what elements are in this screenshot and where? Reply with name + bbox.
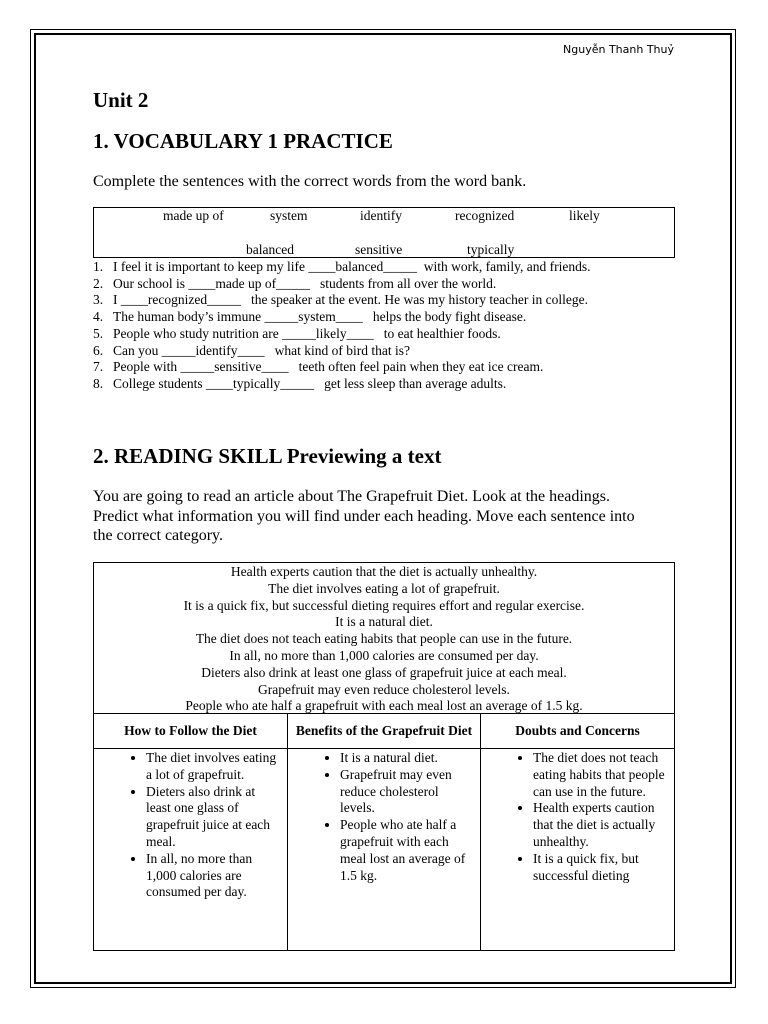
category-items [481, 749, 674, 884]
answer-blank[interactable]: ____typically_____ [206, 375, 314, 391]
category-heading: Doubts and Concerns [481, 714, 674, 749]
category-item[interactable]: • The diet does not teach eating habits that people can use in the future. [533, 750, 668, 800]
unit-title: Unit 2 [93, 88, 149, 112]
author-name: Nguyễn Thanh Thuỷ [563, 43, 674, 56]
sentence-pool [94, 563, 674, 714]
draggable-sentence[interactable]: People who ate half a grapefruit with each meal lost an average of 1.5 kg. [185, 698, 583, 714]
word-bank [93, 207, 675, 258]
category-columns [94, 714, 674, 950]
section1-instruction: Complete the sentences with the correct words from the word bank. [93, 173, 527, 190]
category-item[interactable]: • Dieters also drink at least one glass of grapefruit juice at each meal. [146, 784, 281, 851]
category-heading: Benefits of the Grapefruit Diet [288, 714, 480, 749]
sentence-item: 3. I ____recognized_____ the speaker at the event. He was my history teacher in college. [93, 292, 588, 308]
category-item[interactable]: • The diet involves eating a lot of grapefruit. [146, 750, 281, 784]
sentence-item: 2. Our school is ____made up of_____ students from all over the world. [93, 275, 497, 291]
category-item[interactable]: • In all, no more than 1,000 calories are consumed per day. [146, 851, 281, 901]
word-bank-item: recognized [455, 208, 515, 223]
answer-blank[interactable]: _____system____ [264, 309, 363, 325]
answer-blank[interactable]: ____balanced_____ [308, 259, 418, 274]
sentence-item: 7. People with _____sensitive____ teeth often feel pain when they eat ice cream. [93, 359, 544, 375]
word-bank-item: balanced [246, 242, 294, 257]
draggable-sentence[interactable]: Health experts caution that the diet is actually unhealthy. [230, 564, 538, 579]
category-item[interactable]: • It is a natural diet. [340, 750, 474, 767]
section1-title: 1. VOCABULARY 1 PRACTICE [93, 129, 393, 153]
category-items [288, 749, 480, 884]
category-items [94, 749, 287, 901]
draggable-sentence[interactable]: Grapefruit may even reduce cholesterol levels. [258, 681, 510, 697]
word-bank-item: identify [360, 208, 402, 223]
answer-blank[interactable]: ____recognized_____ [120, 292, 241, 308]
category-item[interactable]: • Grapefruit may even reduce cholesterol levels. [340, 767, 474, 817]
section2-title: 2. READING SKILL Previewing a text [93, 444, 442, 468]
section2-instruction: You are going to read an article about The Grapefruit Diet. Look at the headings. Predict what information you will find under each heading. Move each sentence into the correct category. [93, 488, 635, 544]
category-item[interactable]: • Health experts caution that the diet is actually unhealthy. [533, 800, 668, 850]
draggable-sentence[interactable]: It is a natural diet. [335, 614, 433, 630]
sentence-item: 8. College students ____typically_____ get less sleep than average adults. [93, 375, 507, 391]
sentence-list [93, 259, 591, 393]
word-bank-item: typically [467, 242, 515, 257]
sentence-item: 1. I feel it is important to keep my life ____balanced_____ with work, family, and friends. [93, 259, 591, 274]
category-how-to-follow[interactable] [94, 714, 288, 950]
category-doubts[interactable] [481, 714, 674, 950]
draggable-sentence[interactable]: It is a quick fix, but successful dieting requires effort and regular exercise. [183, 597, 585, 613]
draggable-sentence[interactable]: The diet involves eating a lot of grapefruit. [268, 580, 500, 596]
answer-blank[interactable]: _____sensitive____ [180, 359, 289, 375]
word-bank-item: system [270, 208, 308, 223]
sorting-table [93, 562, 675, 951]
word-bank-item: sensitive [355, 242, 403, 257]
category-item[interactable]: • It is a quick fix, but successful dieting [533, 851, 668, 885]
category-benefits[interactable] [288, 714, 481, 950]
answer-blank[interactable]: ____made up of_____ [188, 275, 310, 291]
sentence-item: 5. People who study nutrition are _____likely____ to eat healthier foods. [93, 325, 501, 341]
answer-blank[interactable]: _____identify____ [161, 342, 265, 358]
draggable-sentence[interactable]: Dieters also drink at least one glass of grapefruit juice at each meal. [201, 664, 567, 680]
word-bank-item: made up of [163, 208, 224, 223]
category-heading: How to Follow the Diet [94, 714, 287, 749]
sentence-item: 6. Can you _____identify____ what kind of bird that is? [93, 342, 410, 358]
answer-blank[interactable]: _____likely____ [282, 325, 374, 341]
category-item[interactable]: • People who ate half a grapefruit with each meal lost an average of 1.5 kg. [340, 817, 474, 884]
draggable-sentence[interactable]: In all, no more than 1,000 calories are consumed per day. [229, 647, 539, 663]
sentence-item: 4. The human body’s immune _____system____ helps the body fight disease. [93, 309, 527, 325]
draggable-sentence[interactable]: The diet does not teach eating habits that people can use in the future. [195, 631, 573, 647]
word-bank-item: likely [569, 208, 600, 223]
